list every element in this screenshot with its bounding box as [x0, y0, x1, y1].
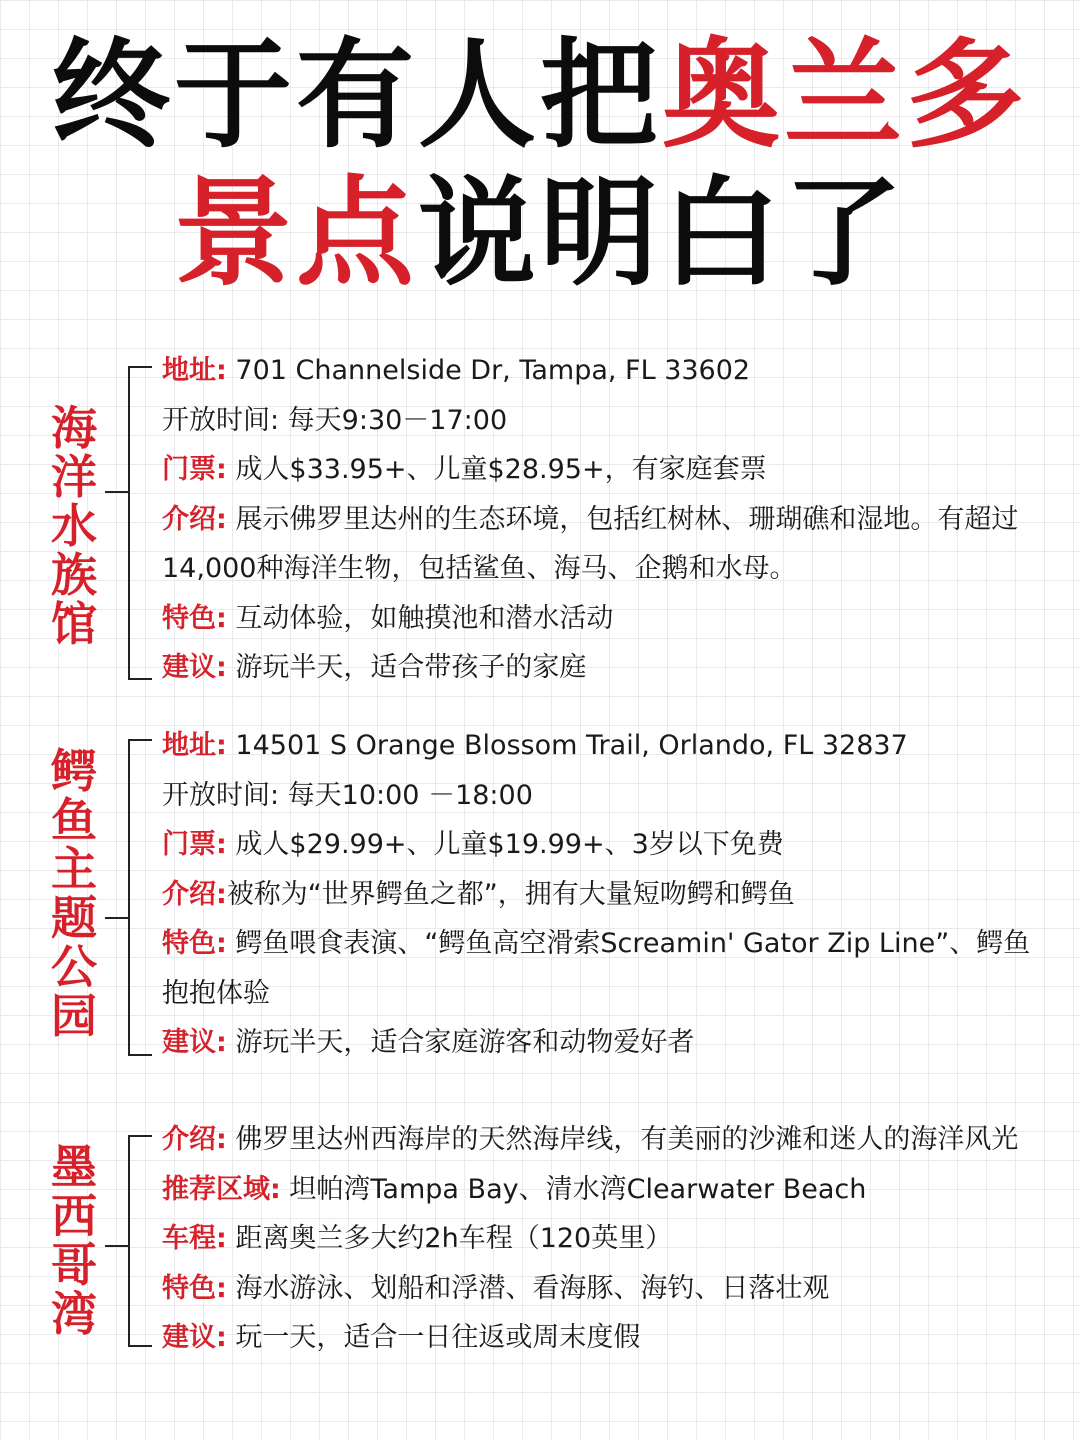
info-label: 建议:: [162, 652, 227, 683]
info-row: [162, 1115, 1052, 1165]
section-aquarium: [0, 346, 1080, 696]
info-text: 展示佛罗里达州的生态环境，包括红树林、珊瑚礁和湿地。有超过14,000种海洋生物，包括鲨鱼、海马、企鹅和水母。: [162, 503, 1019, 584]
info-label: 门票:: [162, 829, 227, 860]
info-row: [162, 1214, 1052, 1264]
section-name-char: 水: [51, 499, 97, 553]
info-row: [162, 1264, 1052, 1314]
title-black-part: 终于有人把: [51, 26, 662, 164]
info-row: [162, 1018, 1052, 1068]
section-name-char: 公: [51, 940, 97, 994]
bracket-line: [128, 366, 152, 680]
info-label: 特色:: [162, 1272, 227, 1304]
info-list: [162, 346, 1052, 693]
info-label: 推荐区域:: [162, 1173, 281, 1205]
info-text: 701 Channelside Dr, Tampa, FL 33602: [235, 355, 751, 386]
section-gulf-of-mexico: [0, 1115, 1080, 1375]
bracket-line: [128, 739, 152, 1056]
info-text: 开放时间: 每天10:00 －18:00: [162, 779, 533, 811]
info-row: [162, 445, 1052, 495]
info-text: 互动体验，如触摸池和潜水活动: [235, 602, 614, 634]
info-text: 成人$33.95+、儿童$28.95+，有家庭套票: [235, 454, 767, 485]
section-name-char: 园: [51, 989, 97, 1043]
info-text: 坦帕湾Tampa Bay、清水湾Clearwater Beach: [289, 1173, 867, 1205]
info-text: 14501 S Orange Blossom Trail, Orlando, FL 32837: [235, 730, 908, 761]
info-text: 玩一天，适合一日往返或周末度假: [235, 1322, 641, 1353]
info-row: [162, 771, 1052, 821]
title-red-part: 景点: [173, 164, 418, 302]
info-row: [162, 870, 1052, 920]
info-text: 游玩半天，适合家庭游客和动物爱好者: [235, 1027, 695, 1058]
info-label: 车程:: [162, 1223, 227, 1254]
info-text: 海水游泳、划船和浮潜、看海豚、海钓、日落壮观: [235, 1272, 830, 1304]
info-label: 建议:: [162, 1322, 227, 1353]
info-label: 特色:: [162, 928, 227, 959]
info-row: [162, 346, 1052, 396]
info-text: 佛罗里达州西海岸的天然海岸线，有美丽的沙滩和迷人的海洋风光: [235, 1124, 1019, 1155]
bracket-stub: [105, 491, 129, 493]
section-name-char: 墨: [51, 1140, 97, 1194]
info-text: 成人$29.99+、儿童$19.99+、3岁以下免费: [235, 829, 784, 860]
info-label: 地址:: [162, 355, 227, 386]
section-name-char: 题: [51, 891, 97, 945]
info-row: [162, 594, 1052, 644]
section-name-char: 鳄: [51, 744, 97, 798]
section-name-char: 主: [51, 842, 97, 896]
page-title-line-2: [0, 164, 1080, 302]
section-name-char: 湾: [51, 1287, 97, 1341]
info-text: 距离奥兰多大约2h车程（120英里）: [235, 1223, 673, 1254]
info-label: 介绍:: [162, 503, 227, 535]
title-red-part: 奥兰多: [662, 26, 1029, 164]
section-name-char: 哥: [51, 1238, 97, 1292]
info-row: [162, 495, 1052, 594]
info-row: [162, 643, 1052, 693]
info-list: [162, 721, 1052, 1068]
bracket-line: [128, 1135, 152, 1347]
section-name: [44, 1140, 104, 1341]
info-label: 门票:: [162, 454, 227, 485]
info-list: [162, 1115, 1052, 1363]
info-text: 鳄鱼喂食表演、“鳄鱼高空滑索Screamin' Gator Zip Line”、鳄鱼抱抱体验: [162, 928, 1031, 1009]
info-row: [162, 1165, 1052, 1215]
page-title-line-1: [0, 26, 1080, 164]
info-label: 介绍:: [162, 878, 227, 910]
info-text: 开放时间: 每天9:30－17:00: [162, 404, 508, 436]
info-label: 介绍:: [162, 1124, 227, 1155]
bracket-stub: [105, 1245, 129, 1247]
section-name-char: 鱼: [51, 793, 97, 847]
info-row: [162, 1313, 1052, 1363]
info-label: 特色:: [162, 602, 227, 634]
info-row: [162, 820, 1052, 870]
title-black-part: 说明白了: [418, 164, 907, 302]
section-name-char: 馆: [51, 597, 97, 651]
info-label: 地址:: [162, 730, 227, 761]
section-name-char: 族: [51, 548, 97, 602]
info-text: 被称为“世界鳄鱼之都”，拥有大量短吻鳄和鳄鱼: [226, 878, 795, 910]
info-row: [162, 721, 1052, 771]
section-name-char: 洋: [51, 450, 97, 504]
bracket-stub: [105, 917, 129, 919]
info-text: 游玩半天，适合带孩子的家庭: [235, 652, 587, 683]
section-name: [44, 744, 104, 1043]
section-name-char: 海: [51, 401, 97, 455]
info-label: 建议:: [162, 1027, 227, 1058]
section-name-char: 西: [51, 1189, 97, 1243]
info-row: [162, 396, 1052, 446]
section-name: [44, 401, 104, 651]
section-gatorland: [0, 721, 1080, 1076]
info-row: [162, 919, 1052, 1018]
